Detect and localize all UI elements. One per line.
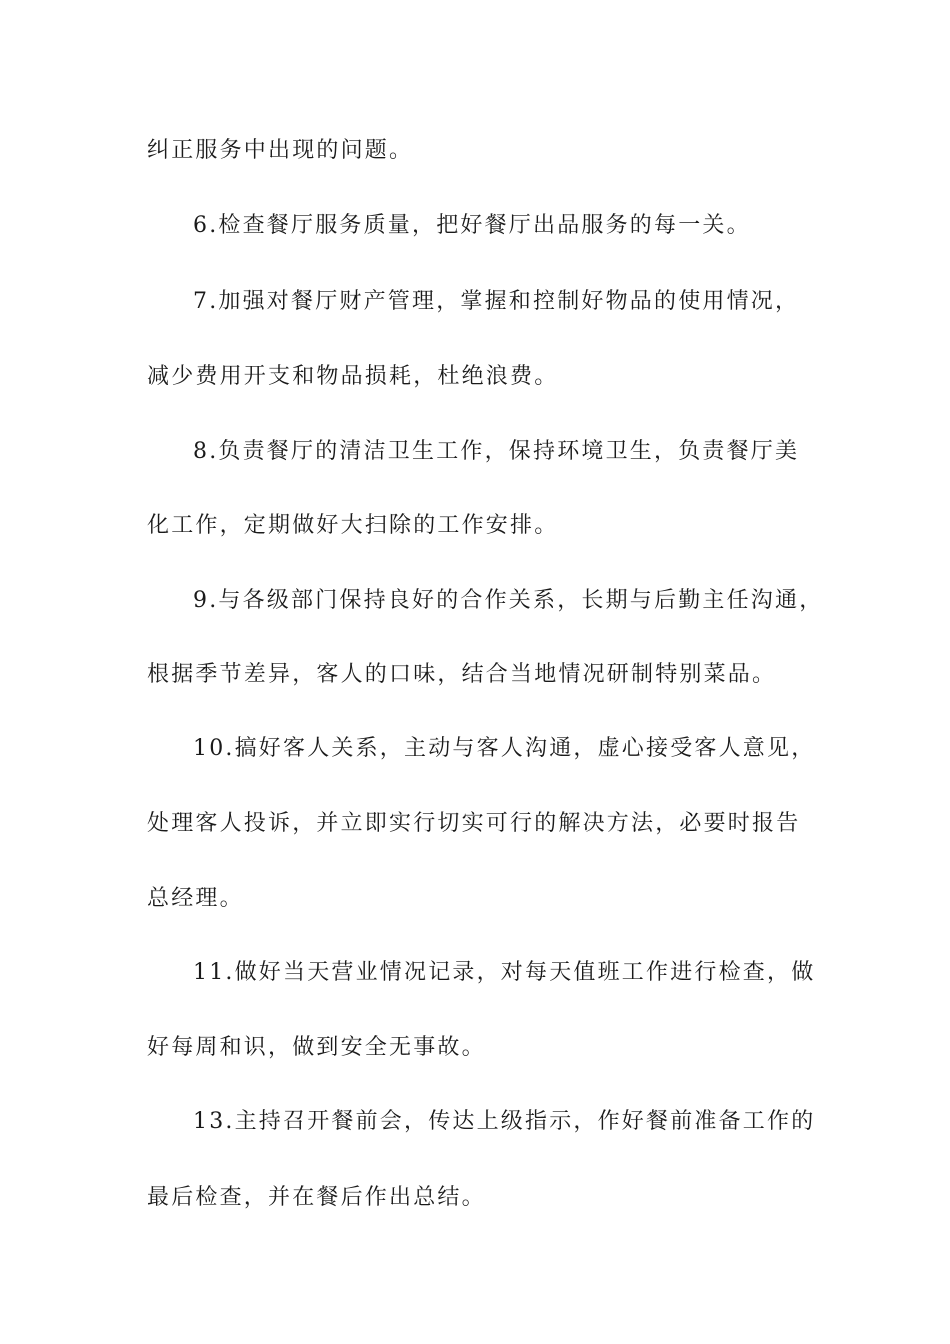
paragraph-line: 纠正服务中出现的问题。 bbox=[147, 138, 414, 163]
paragraph-line: 化工作，定期做好大扫除的工作安排。 bbox=[147, 513, 559, 538]
paragraph-line: 好每周和识，做到安全无事故。 bbox=[147, 1035, 486, 1060]
paragraph-line: 9.与各级部门保持良好的合作关系，长期与后勤主任沟通， bbox=[193, 588, 824, 613]
paragraph-line: 减少费用开支和物品损耗，杜绝浪费。 bbox=[147, 364, 559, 389]
paragraph-line: 7.加强对餐厅财产管理，掌握和控制好物品的使用情况， bbox=[193, 289, 800, 314]
paragraph-line: 10.搞好客人关系，主动与客人沟通，虚心接受客人意见， bbox=[193, 736, 816, 761]
paragraph-line: 总经理。 bbox=[147, 886, 244, 911]
paragraph-line: 11.做好当天营业情况记录，对每天值班工作进行检查，做 bbox=[193, 960, 816, 985]
paragraph-line: 8.负责餐厅的清洁卫生工作，保持环境卫生，负责餐厅美 bbox=[193, 439, 800, 464]
paragraph-line: 6.检查餐厅服务质量，把好餐厅出品服务的每一关。 bbox=[193, 213, 751, 238]
paragraph-line: 13.主持召开餐前会，传达上级指示，作好餐前准备工作的 bbox=[193, 1109, 816, 1134]
paragraph-line: 根据季节差异，客人的口味，结合当地情况研制特别菜品。 bbox=[147, 662, 777, 687]
paragraph-line: 处理客人投诉，并立即实行切实可行的解决方法，必要时报告 bbox=[147, 811, 801, 836]
paragraph-line: 最后检查，并在餐后作出总结。 bbox=[147, 1185, 486, 1210]
